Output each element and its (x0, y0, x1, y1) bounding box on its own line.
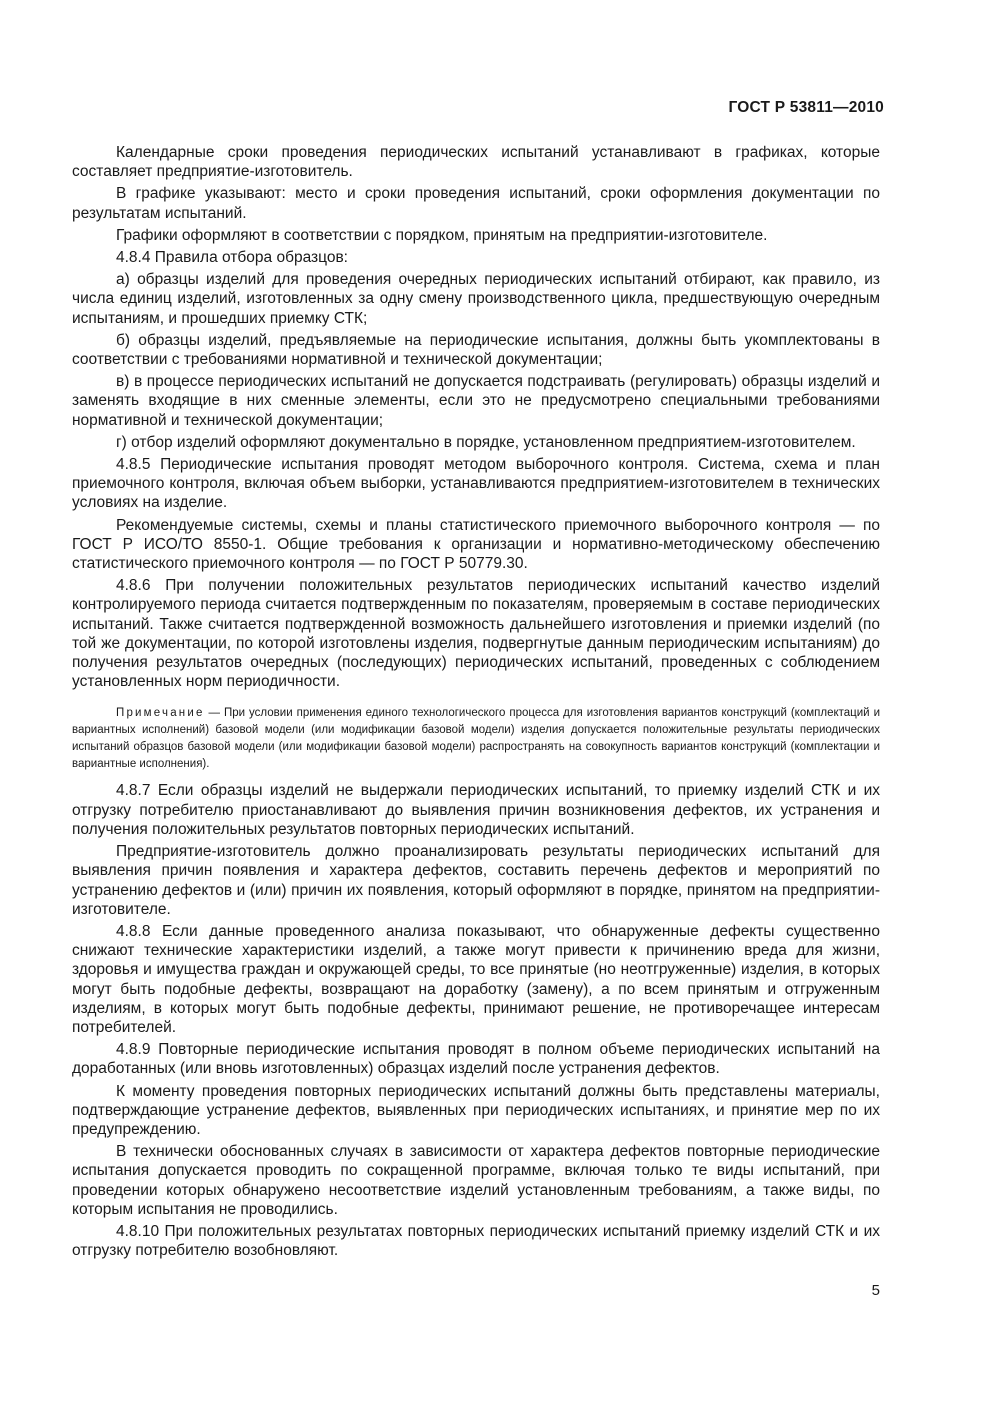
paragraph: 4.8.4 Правила отбора образцов: (116, 249, 348, 267)
page-number: 5 (871, 1282, 880, 1299)
body-text (72, 143, 880, 1263)
paragraph: 4.8.7 Если образцы изделий не выдержали периодических испытаний, то приемку изделий СТК и их отгрузку потребителю приостанавливают до выявления причин возникновения дефектов, их устранения и получения положительных результатов повторных периодических испытаний. (72, 782, 880, 838)
paragraph: в) в процессе периодических испытаний не допускается подстраивать (регулировать) образцы изделий и заменять входящие в них сменные элементы, если это не предусмотрено специальными требованиями нормативной и технической документации; (72, 373, 880, 429)
paragraph: 4.8.8 Если данные проведенного анализа показывают, что обнаруженные дефекты существенно снижают технические характеристики изделий, а также могут привести к причинению вреда для жизни, здоровья и имущества граждан и окружающей среды, то все принятые (но неотгруженные) изделия, в которых могут быть подобные дефекты, возвращают на доработку (замену), а по всем принятым и отгруженным изделиям, в которых могут быть подобные дефекты, принимают решение, не противоречащее интересам потребителей. (72, 922, 880, 1036)
paragraph: В технически обоснованных случаях в зависимости от характера дефектов повторные периодические испытания допускается проводить по сокращенной программе, включая только те виды испытаний, при проведении которых обнаружено несоответствие изделий установленным требованиям, а также виды, по которым испытания не проводились. (72, 1143, 880, 1218)
paragraph: К моменту проведения повторных периодических испытаний должны быть представлены материалы, подтверждающие устранение дефектов, выявленных при периодических испытаниях, и принятие мер по их предупреждению. (72, 1082, 880, 1138)
paragraph: В графике указывают: место и сроки проведения испытаний, сроки оформления документации по результатам испытаний. (72, 185, 880, 222)
paragraph: а) образцы изделий для проведения очередных периодических испытаний отбирают, как правило, из числа единиц изделий, изготовленных за одну смену производственного цикла, предшествующую очередным испытаниям, и прошедших приемку СТК; (72, 271, 880, 327)
paragraph: 4.8.10 При положительных результатах повторных периодических испытаний приемку изделий СТК и их отгрузку потребителю возобновляют. (72, 1222, 880, 1260)
paragraph: 4.8.9 Повторные периодические испытания проводят в полном объеме периодических испытаний на доработанных (или вновь изготовленных) образцах изделий после устранения дефектов. (72, 1041, 880, 1078)
document-code: ГОСТ Р 53811—2010 (728, 99, 884, 116)
paragraph: Графики оформляют в соответствии с порядком, принятым на предприятии-изготовителе. (116, 226, 768, 244)
paragraph: 4.8.5 Периодические испытания проводят методом выборочного контроля. Система, схема и план приемочного контроля, включая объем выборки, устанавливаются предприятием-изготовителем в технических условиях на изделие. (72, 456, 880, 512)
paragraph: 4.8.6 При получении положительных результатов периодических испытаний качество изделий контролируемого периода считается подтвержденным по показателям, проверяемым в составе периодических испытаний. Также считается подтвержденной возможность дальнейшего изготовления и приемки изделий (по той же документации, по которой изготовлены изделия, подвергнутые данным периодическим испытаниям) до получения результатов очередных (последующих) периодических испытаний, проведенных с соблюдением установленных норм периодичности. (72, 577, 880, 691)
paragraph: Рекомендуемые системы, схемы и планы статистического приемочного выборочного контроля — по ГОСТ Р ИСО/ТО 8550-1. Общие требования к организации и нормативно-методическому обеспечению статистического приемочного контроля — по ГОСТ Р 50779.30. (72, 516, 880, 573)
paragraph: г) отбор изделий оформляют документально в порядке, установленном предприятием-изготовителем. (116, 433, 856, 451)
paragraph: б) образцы изделий, предъявляемые на периодические испытания, должны быть укомплектованы в соответствии с требованиями нормативной и технической документации; (72, 331, 880, 369)
paragraph: Предприятие-изготовитель должно проанализировать результаты периодических испытаний для выявления причин появления и характера дефектов, составить перечень дефектов и мероприятий по устранению дефектов и (или) причин их появления, который оформляют в порядке, принятом на предприятии-изготовителе. (72, 843, 880, 918)
paragraph: Календарные сроки проведения периодических испытаний устанавливают в графиках, которые составляет предприятие-изготовитель. (72, 144, 880, 181)
note-label: Примечание (116, 707, 205, 720)
note-text: — При условии применения единого технологического процесса для изготовления вариантов конструкций (комплектаций и вариантных исполнений) базовой модели (или модификации базовой модели) изделия допускается положительные результаты периодических испытаний образцов базовой модели (или модификации базовой модели) распространять на совокупность вариантов конструкций (комплектации и вариантные исполнения). (72, 707, 880, 771)
note (72, 705, 880, 773)
